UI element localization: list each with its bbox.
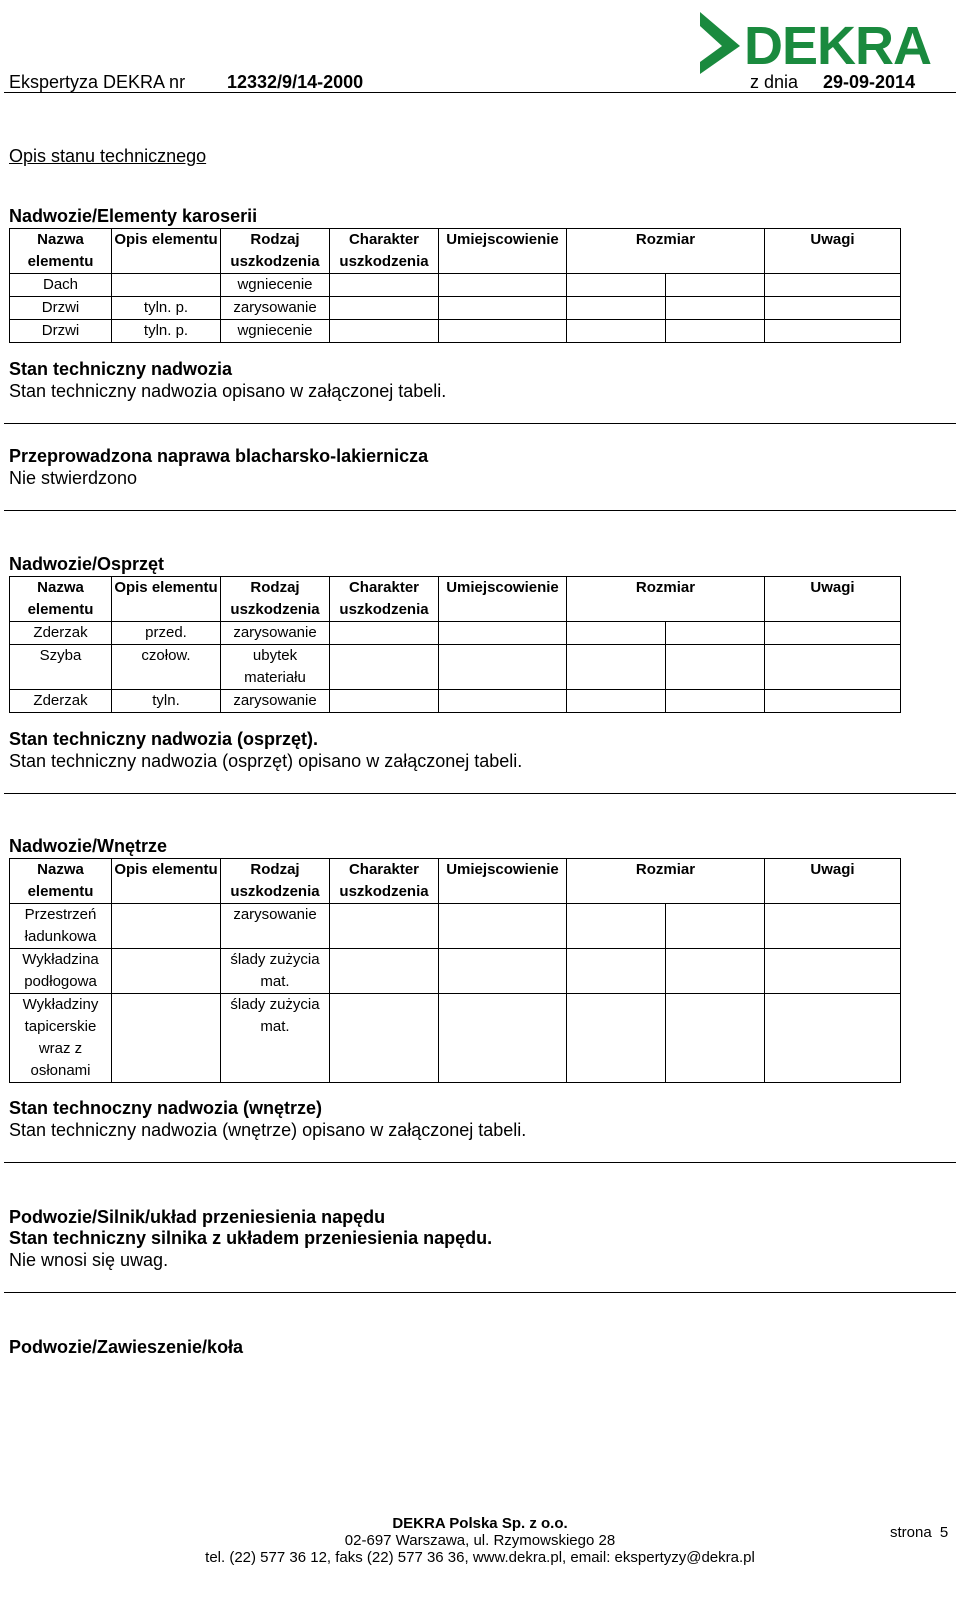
cell-size-2	[666, 904, 765, 949]
section-rule	[4, 1292, 956, 1293]
col-header: Umiejscowienie	[439, 229, 567, 274]
section-title-naprawa-wrap	[9, 446, 428, 467]
naprawa-text: Nie stwierdzono	[9, 468, 138, 488]
section-rule	[4, 423, 956, 424]
cell-location	[439, 297, 567, 320]
cell-location	[439, 274, 567, 297]
cell-notes	[765, 622, 901, 645]
table-row	[10, 690, 901, 713]
cell-size-2	[666, 949, 765, 994]
footer-contact: tel. (22) 577 36 12, faks (22) 577 36 36, www.dekra.pl, email: ekspertyzy@dekra.pl	[205, 1549, 755, 1566]
expertise-number: 12332/9/14-2000	[227, 72, 364, 92]
cell-notes	[765, 949, 901, 994]
col-header: Nazwa elementu	[10, 577, 112, 622]
cell-location	[439, 949, 567, 994]
cell-size	[567, 622, 666, 645]
table-row	[10, 274, 901, 297]
expertise-header	[9, 72, 185, 93]
table-row	[10, 904, 901, 949]
col-header: Charakter uszkodzenia	[330, 577, 439, 622]
table-header-row	[10, 229, 901, 274]
section-rule	[4, 1162, 956, 1163]
col-header: Rozmiar	[567, 577, 765, 622]
cell-size-2	[666, 622, 765, 645]
cell-size	[567, 297, 666, 320]
document-title: Opis stanu technicznego	[9, 146, 207, 166]
cell-type: zarysowanie	[221, 690, 330, 713]
col-header: Umiejscowienie	[439, 577, 567, 622]
cell-character	[330, 904, 439, 949]
date-value-wrap	[823, 72, 915, 93]
cell-size	[567, 690, 666, 713]
col-header: Rozmiar	[567, 229, 765, 274]
cell-type: wgniecenie	[221, 320, 330, 343]
cell-character	[330, 949, 439, 994]
cell-size-2	[666, 994, 765, 1083]
cell-location	[439, 994, 567, 1083]
cell-character	[330, 320, 439, 343]
cell-notes	[765, 297, 901, 320]
damage-table-osprzet	[9, 576, 901, 713]
cell-type: zarysowanie	[221, 622, 330, 645]
summary-title-wnetrze: Stan technoczny nadwozia (wnętrze)	[9, 1098, 323, 1118]
table-row	[10, 645, 901, 690]
col-header: Rodzaj uszkodzenia	[221, 577, 330, 622]
damage-table-wnetrze	[9, 858, 901, 1083]
dekra-logo	[700, 6, 958, 81]
cell-name: Drzwi	[10, 297, 112, 320]
footer-company: DEKRA Polska Sp. z o.o.	[392, 1515, 568, 1532]
section-rule	[4, 510, 956, 511]
col-header: Charakter uszkodzenia	[330, 859, 439, 904]
date-value: 29-09-2014	[823, 72, 916, 92]
cell-location	[439, 622, 567, 645]
cell-name: Dach	[10, 274, 112, 297]
date-label: z dnia	[750, 72, 799, 92]
cell-name: Zderzak	[10, 622, 112, 645]
cell-name: Drzwi	[10, 320, 112, 343]
section-title-karoseria: Nadwozie/Elementy karoserii	[9, 206, 258, 226]
cell-location	[439, 904, 567, 949]
cell-location	[439, 320, 567, 343]
cell-type: zarysowanie	[221, 904, 330, 949]
dekra-logo-text: DEKRA	[744, 16, 932, 76]
cell-type: ślady zużycia mat.	[221, 949, 330, 994]
col-header: Charakter uszkodzenia	[330, 229, 439, 274]
summary-text-osprzet: Stan techniczny nadwozia (osprzęt) opisano w załączonej tabeli.	[9, 751, 523, 771]
expertise-number-wrap	[227, 72, 363, 93]
cell-character	[330, 274, 439, 297]
silnik-subtitle: Stan techniczny silnika z układem przeniesienia napędu.	[9, 1228, 493, 1248]
summary-text-karoseria: Stan techniczny nadwozia opisano w załączonej tabeli.	[9, 381, 447, 401]
col-header: Nazwa elementu	[10, 859, 112, 904]
cell-location	[439, 645, 567, 690]
cell-desc: tyln. p.	[112, 320, 221, 343]
table-header-row	[10, 859, 901, 904]
section-rule	[4, 793, 956, 794]
table-row	[10, 949, 901, 994]
section-title-osprzet: Nadwozie/Osprzęt	[9, 554, 165, 574]
cell-size	[567, 994, 666, 1083]
cell-notes	[765, 904, 901, 949]
col-header: Rodzaj uszkodzenia	[221, 859, 330, 904]
footer-address: 02-697 Warszawa, ul. Rzymowskiego 28	[344, 1532, 616, 1549]
cell-character	[330, 297, 439, 320]
col-header: Opis elementu	[112, 229, 221, 274]
cell-desc	[112, 949, 221, 994]
cell-size	[567, 645, 666, 690]
cell-type: wgniecenie	[221, 274, 330, 297]
col-header: Uwagi	[765, 577, 901, 622]
summary-title-osprzet: Stan techniczny nadwozia (osprzęt).	[9, 729, 319, 749]
cell-desc: tyln. p.	[112, 297, 221, 320]
section-title-naprawa: Przeprowadzona naprawa blacharsko-lakiernicza	[9, 446, 429, 466]
cell-notes	[765, 645, 901, 690]
col-header: Opis elementu	[112, 859, 221, 904]
cell-name: Przestrzeń ładunkowa	[10, 904, 112, 949]
cell-notes	[765, 690, 901, 713]
col-header: Rodzaj uszkodzenia	[221, 229, 330, 274]
cell-type: ubytek materiału	[221, 645, 330, 690]
table-row	[10, 622, 901, 645]
table-row	[10, 297, 901, 320]
cell-desc	[112, 274, 221, 297]
section-title-wnetrze: Nadwozie/Wnętrze	[9, 836, 168, 856]
cell-size-2	[666, 297, 765, 320]
cell-notes	[765, 994, 901, 1083]
col-header: Umiejscowienie	[439, 859, 567, 904]
cell-size	[567, 949, 666, 994]
col-header: Rozmiar	[567, 859, 765, 904]
cell-size-2	[666, 274, 765, 297]
cell-desc: czołow.	[112, 645, 221, 690]
cell-desc: tyln.	[112, 690, 221, 713]
col-header: Opis elementu	[112, 577, 221, 622]
cell-name: Zderzak	[10, 690, 112, 713]
header-rule	[4, 92, 956, 93]
expertise-label: Ekspertyza DEKRA nr	[9, 72, 186, 92]
cell-location	[439, 690, 567, 713]
cell-desc: przed.	[112, 622, 221, 645]
col-header: Uwagi	[765, 859, 901, 904]
cell-desc	[112, 904, 221, 949]
cell-size	[567, 904, 666, 949]
cell-name: Wykładziny tapicerskie wraz z osłonami	[10, 994, 112, 1083]
silnik-text: Nie wnosi się uwag.	[9, 1250, 169, 1270]
cell-character	[330, 690, 439, 713]
cell-size-2	[666, 320, 765, 343]
table-header-row	[10, 577, 901, 622]
cell-name: Szyba	[10, 645, 112, 690]
cell-character	[330, 622, 439, 645]
section-title-zawieszenie: Podwozie/Zawieszenie/koła	[9, 1337, 244, 1357]
page-value: 5	[939, 1524, 949, 1541]
cell-desc	[112, 994, 221, 1083]
cell-type: zarysowanie	[221, 297, 330, 320]
col-header: Uwagi	[765, 229, 901, 274]
col-header: Nazwa elementu	[10, 229, 112, 274]
table-row	[10, 320, 901, 343]
cell-name: Wykładzina podłogowa	[10, 949, 112, 994]
cell-notes	[765, 320, 901, 343]
cell-type: ślady zużycia mat.	[221, 994, 330, 1083]
summary-title-karoseria: Stan techniczny nadwozia	[9, 359, 233, 379]
cell-size	[567, 274, 666, 297]
damage-table-karoseria	[9, 228, 901, 343]
table-row	[10, 994, 901, 1083]
page-label: strona	[890, 1524, 932, 1541]
cell-size	[567, 320, 666, 343]
cell-character	[330, 645, 439, 690]
summary-text-wnetrze: Stan techniczny nadwozia (wnętrze) opisano w załączonej tabeli.	[9, 1120, 527, 1140]
cell-size-2	[666, 690, 765, 713]
cell-character	[330, 994, 439, 1083]
section-title-silnik: Podwozie/Silnik/układ przeniesienia napędu	[9, 1207, 386, 1227]
cell-size-2	[666, 645, 765, 690]
cell-notes	[765, 274, 901, 297]
